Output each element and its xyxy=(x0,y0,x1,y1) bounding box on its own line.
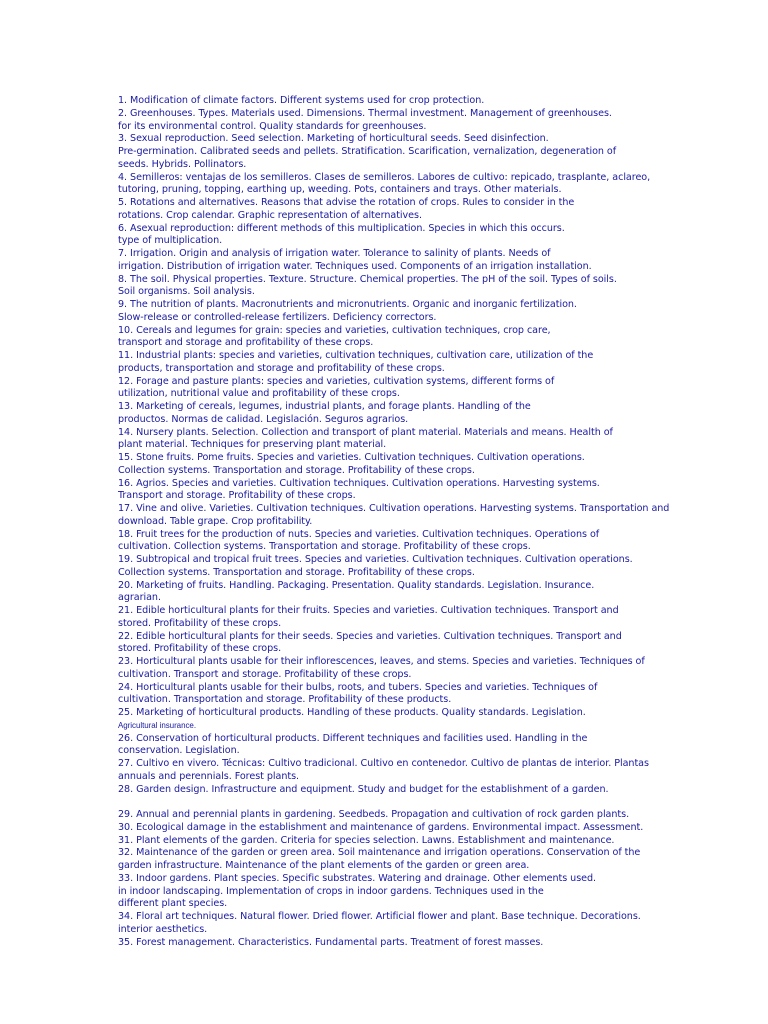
text-line: transport and storage and profitability of these crops. xyxy=(118,337,374,349)
text-line: annuals and perennials. Forest plants. xyxy=(118,770,300,782)
text-line: 34. Floral art techniques. Natural flower. Dried flower. Artificial flower and plant. Base technique. Decorations. xyxy=(118,911,641,922)
text-line: garden infrastructure. Maintenance of the plant elements of the garden or green area. xyxy=(118,860,530,871)
text-line: seeds. Hybrids. Pollinators. xyxy=(118,158,247,170)
text-line: tutoring, pruning, topping, earthing up, weeding. Pots, containers and trays. Other materials. xyxy=(118,184,562,196)
text-line: Agricultural insurance. xyxy=(118,720,196,730)
text-line: 15. Stone fruits. Pome fruits. Species and varieties. Cultivation techniques. Cultivation operations. xyxy=(118,452,585,463)
text-line: 13. Marketing of cereals, legumes, industrial plants, and forage plants. Handling of the xyxy=(118,401,531,412)
text-line: 30. Ecological damage in the establishment and maintenance of gardens. Environmental impact. Assessment. xyxy=(118,821,644,833)
blank-line xyxy=(118,796,678,809)
text-line: 2. Greenhouses. Types. Materials used. Dimensions. Thermal investment. Management of greenhouses. xyxy=(118,107,612,119)
text-line: agrarian. xyxy=(118,592,161,604)
text-line: utilization, nutritional value and profitability of these crops. xyxy=(118,388,400,400)
text-line: 19. Subtropical and tropical fruit trees. Species and varieties. Cultivation techniques. Cultivation operations. xyxy=(118,554,633,565)
text-line: 22. Edible horticultural plants for their seeds. Species and varieties. Cultivation techniques. Transport and xyxy=(118,630,622,642)
text-line: 6. Asexual reproduction: different methods of this multiplication. Species in which this occurs. xyxy=(118,222,565,234)
text-line: 23. Horticultural plants usable for their inflorescences, leaves, and stems. Species and varieties. Techniques of xyxy=(118,656,645,667)
text-line: plant material. Techniques for preserving plant material. xyxy=(118,439,387,451)
text-line: 29. Annual and perennial plants in gardening. Seedbeds. Propagation and cultivation of rock garden plants. xyxy=(118,809,630,820)
text-line: 7. Irrigation. Origin and analysis of irrigation water. Tolerance to salinity of plants. Needs of xyxy=(118,248,551,259)
text-line: 4. Semilleros: ventajas de los semilleros. Clases de semilleros. Labores de cultivo: repicado, trasplante, aclareo, xyxy=(118,171,651,183)
text-line: in indoor landscaping. Implementation of crops in indoor gardens. Techniques used in the xyxy=(118,885,544,897)
text-line: type of multiplication. xyxy=(118,235,223,247)
text-line: Transport and storage. Profitability of these crops. xyxy=(118,490,356,502)
text-line: cultivation. Collection systems. Transportation and storage. Profitability of these crops. xyxy=(118,541,531,553)
text-line: 21. Edible horticultural plants for their fruits. Species and varieties. Cultivation techniques. Transport and xyxy=(118,605,619,616)
text-line: 28. Garden design. Infrastructure and equipment. Study and budget for the establishment of a garden. xyxy=(118,783,609,795)
text-line: 3. Sexual reproduction. Seed selection. Marketing of horticultural seeds. Seed disinfection. xyxy=(118,133,549,145)
text-line: 10. Cereals and legumes for grain: species and varieties, cultivation techniques, crop care, xyxy=(118,324,551,336)
text-line: download. Table grape. Crop profitability. xyxy=(118,515,313,527)
text-line: 27. Cultivo en vivero. Técnicas: Cultivo tradicional. Cultivo en contenedor. Cultivo de plantas de interior. Plantas xyxy=(118,758,649,769)
text-line: rotations. Crop calendar. Graphic representation of alternatives. xyxy=(118,209,422,221)
text-line: 1. Modification of climate factors. Different systems used for crop protection. xyxy=(118,95,485,106)
text-line: 11. Industrial plants: species and varieties, cultivation techniques, cultivation care, utilization of the xyxy=(118,350,594,361)
text-line: 14. Nursery plants. Selection. Collection and transport of plant material. Materials and means. Health of xyxy=(118,426,613,438)
text-line: Pre-germination. Calibrated seeds and pellets. Stratification. Scarification, vernalization, degeneration of xyxy=(118,146,617,157)
text-line: different plant species. xyxy=(118,898,228,910)
text-line: 18. Fruit trees for the production of nuts. Species and varieties. Cultivation techniques. Operations of xyxy=(118,528,600,540)
text-line: Slow-release or controlled-release fertilizers. Deficiency correctors. xyxy=(118,311,437,323)
text-line: Collection systems. Transportation and storage. Profitability of these crops. xyxy=(118,464,475,476)
text-line: 20. Marketing of fruits. Handling. Packaging. Presentation. Quality standards. Legislation. Insurance. xyxy=(118,579,595,591)
text-line: productos. Normas de calidad. Legislación. Seguros agrarios. xyxy=(118,413,409,425)
text-line: conservation. Legislation. xyxy=(118,745,240,757)
text-line: 16. Agrios. Species and varieties. Cultivation techniques. Cultivation operations. Harvesting systems. xyxy=(118,477,600,489)
text-line: 35. Forest management. Characteristics. Fundamental parts. Treatment of forest masses. xyxy=(118,936,544,948)
document-body xyxy=(118,95,678,949)
text-line: 12. Forage and pasture plants: species and varieties, cultivation systems, different forms of xyxy=(118,375,555,387)
text-line: 31. Plant elements of the garden. Criteria for species selection. Lawns. Establishment and maintenance. xyxy=(118,834,615,846)
text-line: 8. The soil. Physical properties. Texture. Structure. Chemical properties. The pH of the soil. Types of soils. xyxy=(118,273,617,285)
text-line: 5. Rotations and alternatives. Reasons that advise the rotation of crops. Rules to consider in the xyxy=(118,197,575,208)
text-line: for its environmental control. Quality standards for greenhouses. xyxy=(118,120,427,132)
text-line: cultivation. Transport and storage. Profitability of these crops. xyxy=(118,668,412,680)
text-line: cultivation. Transportation and storage. Profitability of these products. xyxy=(118,694,452,706)
text-line: 24. Horticultural plants usable for their bulbs, roots, and tubers. Species and varieties. Techniques of xyxy=(118,681,598,693)
text-line: stored. Profitability of these crops. xyxy=(118,643,282,655)
text-line: Collection systems. Transportation and storage. Profitability of these crops. xyxy=(118,566,475,578)
text-line: 17. Vine and olive. Varieties. Cultivation techniques. Cultivation operations. Harvesting systems. Transportation and xyxy=(118,503,670,514)
text-line: 32. Maintenance of the garden or green area. Soil maintenance and irrigation operations. Conservation of the xyxy=(118,847,641,859)
text-line: Soil organisms. Soil analysis. xyxy=(118,286,255,298)
text-line: 33. Indoor gardens. Plant species. Specific substrates. Watering and drainage. Other elements used. xyxy=(118,872,597,884)
text-line: irrigation. Distribution of irrigation water. Techniques used. Components of an irrigation installation. xyxy=(118,260,592,272)
text-line: 9. The nutrition of plants. Macronutrients and micronutrients. Organic and inorganic fertilization. xyxy=(118,299,577,310)
text-line: 26. Conservation of horticultural products. Different techniques and facilities used. Handling in the xyxy=(118,732,588,744)
text-line: stored. Profitability of these crops. xyxy=(118,617,282,629)
text-line: products, transportation and storage and profitability of these crops. xyxy=(118,362,445,374)
text-line: interior aesthetics. xyxy=(118,923,208,935)
text-line: 25. Marketing of horticultural products. Handling of these products. Quality standards. Legislation. xyxy=(118,707,586,718)
